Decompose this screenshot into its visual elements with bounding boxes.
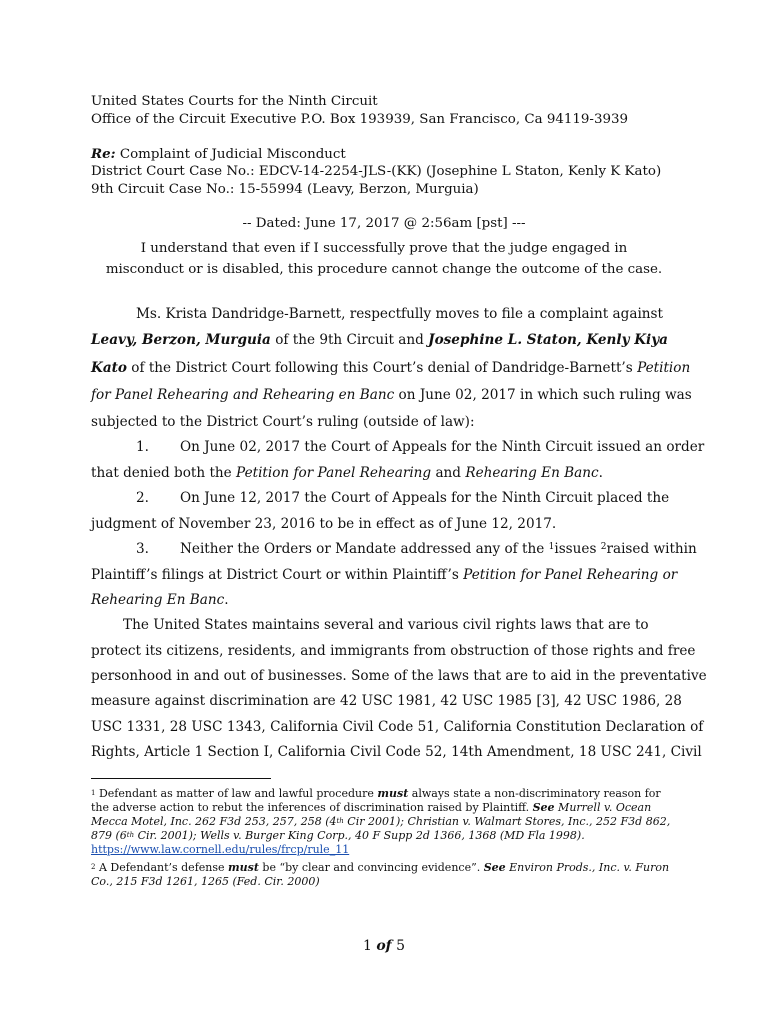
footnote-ref-1[interactable]: 1: [548, 542, 555, 552]
item-3-l3-c: .: [224, 592, 229, 608]
fn1-must: must: [377, 787, 409, 800]
item-3-rehearing: Rehearing En Banc: [91, 592, 225, 608]
fn1-l3-it: Mecca Motel, Inc. 262 F3d 253, 257, 258 (4: [91, 815, 337, 828]
item-1-l2-c: .: [598, 465, 603, 481]
footnote-2-line-1: [91, 861, 669, 875]
dated-line: -- Dated: June 17, 2017 @ 2:56am [pst] ---: [242, 216, 526, 231]
re-line: [91, 145, 346, 164]
footnote-1-line-1: [91, 787, 661, 801]
page-total: 5: [396, 938, 406, 954]
item-1-petition: Petition for Panel Rehearing: [236, 465, 432, 481]
fn1-l4-it2: Cir. 2001); Wells v. Burger King Corp., 40 F Supp 2d 1366, 1368 (MD Fla 1998).: [134, 829, 585, 842]
item-1-text: On June 02, 2017 the Court of Appeals for the Ninth Circuit issued an order: [180, 439, 705, 455]
item-3-number: 3.: [136, 541, 149, 557]
judges-circuit: Leavy, Berzon, Murguia: [91, 332, 271, 348]
understand-line-2: misconduct or is disabled, this procedure cannot change the outcome of the case.: [105, 262, 663, 277]
re-label: Re:: [91, 146, 116, 162]
us-para-line-5: USC 1331, 28 USC 1343, California Civil Code 51, California Constitution Declaration of: [91, 719, 704, 735]
item-2-number: 2.: [136, 490, 149, 506]
item-3-l1-c: raised within: [606, 541, 697, 557]
fn1-l2-a: the adverse action to rebut the inferences of discrimination raised by Plaintiff.: [91, 801, 533, 814]
fn1-l3-it2: Cir 2001); Christian v. Walmart Stores, Inc., 252 F3d 862,: [343, 815, 671, 828]
court-name: United States Courts for the Ninth Circuit: [91, 94, 378, 109]
fn1-l4-sup: th: [126, 831, 135, 839]
intro-line-3-mid: of the District Court following this Court’s denial of Dandridge-Barnett’s: [126, 360, 638, 376]
fn1-l1-b: always state a non-discriminatory reason for: [408, 787, 661, 800]
petition-title-part1: Petition: [637, 360, 691, 376]
cornell-rule-11-link[interactable]: https://www.law.cornell.edu/rules/frcp/rule_11: [91, 843, 350, 856]
fn1-see: See: [532, 801, 555, 814]
item-3-l2-a: Plaintiff’s filings at District Court or within Plaintiff’s: [91, 567, 464, 583]
fn2-l1-b: be “by clear and convincing evidence”.: [258, 861, 484, 874]
page-of: of: [376, 938, 392, 954]
fn1-l4-it: 879 (6: [91, 829, 127, 842]
petition-title-part2: for Panel Rehearing and Rehearing en Banc: [91, 387, 395, 403]
intro-line-4-rest: on June 02, 2017 in which such ruling was: [394, 387, 692, 403]
intro-line-5: subjected to the District Court’s ruling (outside of law):: [91, 414, 475, 430]
district-case-line: District Court Case No.: EDCV-14-2254-JLS-(KK) (Josephine L Staton, Kenly K Kato): [91, 164, 662, 179]
court-address: Office of the Circuit Executive P.O. Box 193939, San Francisco, Ca 94119-3939: [91, 112, 629, 127]
intro-line-2: [91, 331, 668, 349]
footnote-1-line-5: [91, 843, 349, 857]
fn2-must: must: [228, 861, 259, 874]
item-1-line-2: [91, 464, 603, 482]
judges-district: Josephine L. Staton, Kenly Kiya: [428, 332, 668, 348]
us-para-line-3: personhood in and out of businesses. Some of the laws that are to aid in the preventative: [91, 668, 707, 684]
footnote-1-line-4: [91, 829, 585, 843]
circuit-case-line: 9th Circuit Case No.: 15-55994 (Leavy, Berzon, Murguia): [91, 182, 479, 197]
footnote-1-number: 1: [91, 789, 96, 797]
item-3-l1-b: issues: [554, 541, 601, 557]
intro-line-4: [91, 386, 692, 404]
fn2-l1-a: A Defendant’s defense: [95, 861, 229, 874]
intro-line-1: Ms. Krista Dandridge-Barnett, respectfully moves to file a complaint against: [136, 306, 663, 322]
footnote-ref-2[interactable]: 2: [600, 542, 607, 552]
item-1-l2-b: and: [431, 465, 466, 481]
item-1-line-1: [136, 438, 704, 456]
us-para-line-2: protect its citizens, residents, and immigrants from obstruction of those rights and free: [91, 643, 696, 659]
item-3-petition: Petition for Panel Rehearing or: [463, 567, 678, 583]
understand-line-1: I understand that even if I successfully prove that the judge engaged in: [140, 241, 628, 256]
us-para-line-6: Rights, Article 1 Section I, California Civil Code 52, 14th Amendment, 18 USC 241, Civil: [91, 744, 702, 760]
item-1-l2-a: that denied both the: [91, 465, 237, 481]
page-current: 1: [362, 938, 372, 954]
fn1-l1-a: Defendant as matter of law and lawful procedure: [95, 787, 378, 800]
intro-line-2-mid: of the 9th Circuit and: [270, 332, 429, 348]
fn2-l2-it: Co., 215 F3d 1261, 1265 (Fed. Cir. 2000): [91, 875, 320, 888]
re-text: Complaint of Judicial Misconduct: [115, 147, 346, 162]
judge-kato: Kato: [91, 360, 127, 376]
item-1-number: 1.: [136, 439, 149, 455]
item-3-l1-a: Neither the Orders or Mandate addressed any of the: [180, 541, 549, 557]
page-number: [0, 938, 768, 954]
fn1-l2-it: Murrell v. Ocean: [554, 801, 652, 814]
us-para-line-4: measure against discrimination are 42 USC 1981, 42 USC 1985 [3], 42 USC 1986, 28: [91, 693, 682, 709]
footnote-2-number: 2: [91, 863, 96, 871]
item-3-line-1: [136, 540, 697, 558]
item-3-line-3: [91, 591, 229, 609]
item-2-text: On June 12, 2017 the Court of Appeals for the Ninth Circuit placed the: [180, 490, 670, 506]
footnote-1-line-2: [91, 801, 651, 815]
fn2-see: See: [483, 861, 506, 874]
footnote-separator: [91, 778, 271, 779]
fn2-l1-it: Environ Prods., Inc. v. Furon: [505, 861, 670, 874]
item-2-line-1: [136, 489, 669, 507]
footnote-1-line-3: [91, 815, 670, 829]
item-3-line-2: [91, 566, 677, 584]
item-1-rehearing: Rehearing En Banc: [465, 465, 599, 481]
footnote-2-line-2: [91, 875, 320, 889]
intro-line-3: [91, 359, 690, 377]
fn1-l3-sup: th: [336, 817, 344, 825]
us-para-line-1: The United States maintains several and various civil rights laws that are to: [123, 617, 649, 633]
item-2-line-2: judgment of November 23, 2016 to be in effect as of June 12, 2017.: [91, 516, 557, 532]
